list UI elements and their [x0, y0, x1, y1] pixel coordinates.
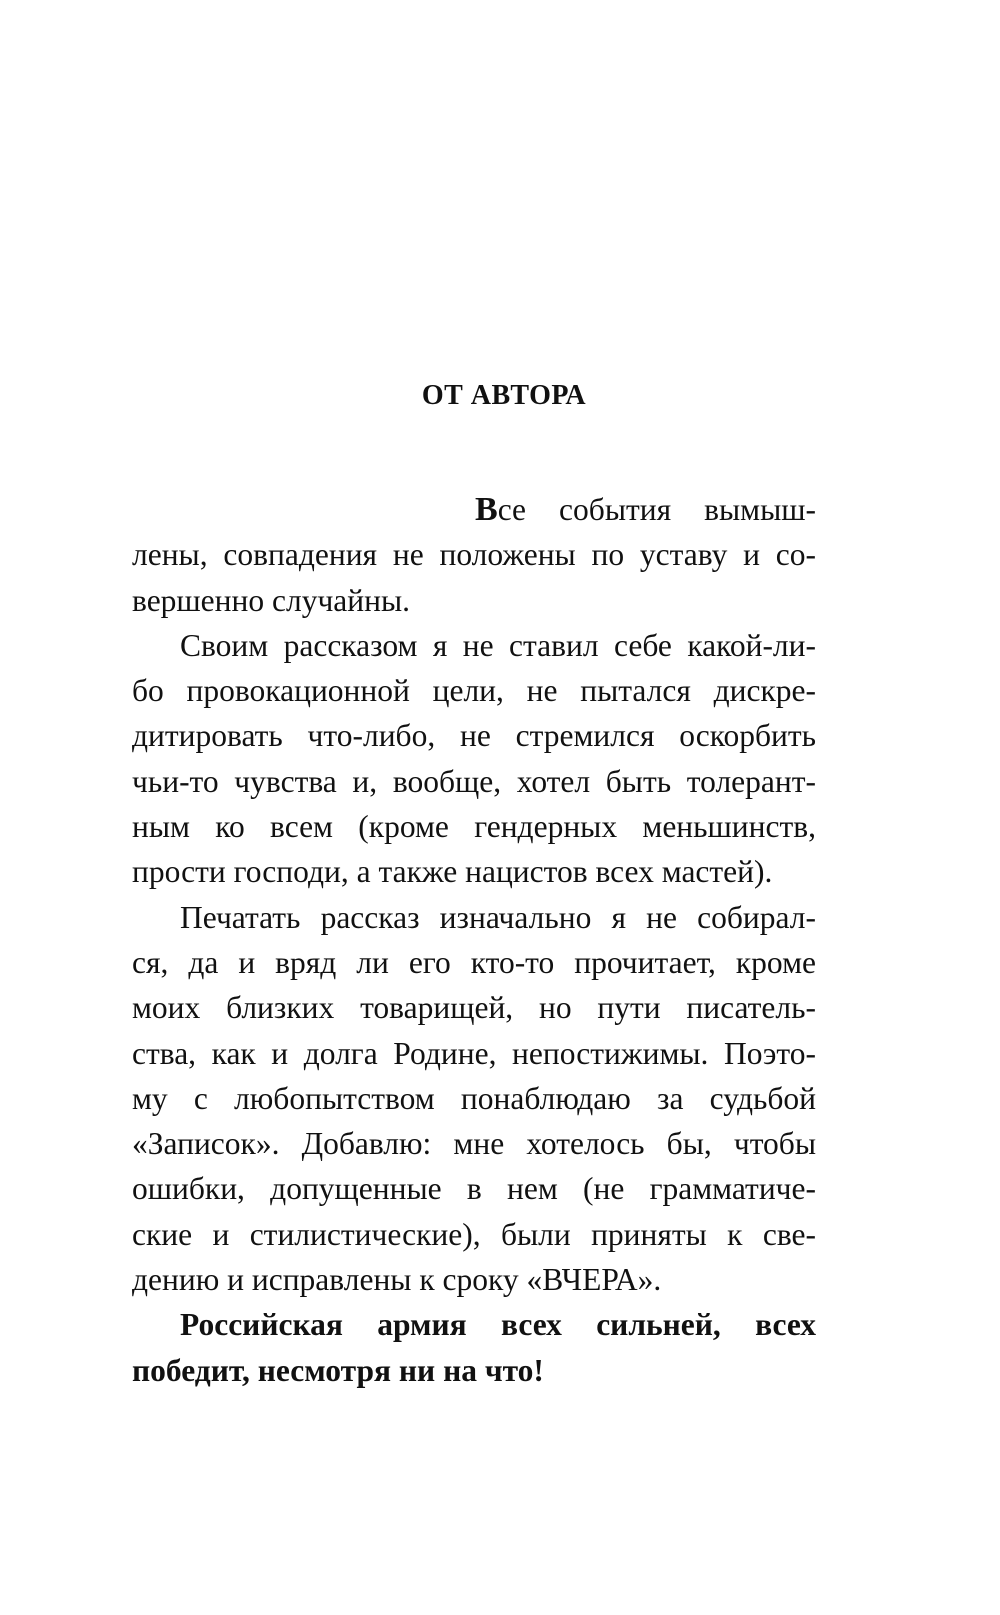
paragraph-3-line-5: му с любопытством понаблюдаю за судьбой [132, 1080, 816, 1116]
paragraph-3-line-4: ства, как и долга Родине, непостижимы. Поэто- [132, 1035, 816, 1071]
closing-line-2: победит, несмотря ни на что! [132, 1352, 544, 1388]
paragraph-3-line-2: ся, да и вряд ли его кто-то прочитает, кроме [132, 944, 816, 980]
paragraph-2-line-1: Своим рассказом я не ставил себе какой-ли- [180, 627, 816, 663]
closing-line-1: Российская армия всех сильней, всех [180, 1307, 816, 1343]
paragraph-3-line-3: моих близких товарищей, но пути писатель- [132, 990, 816, 1026]
paragraph-1-line-2: лены, совпадения не положены по уставу и со- [132, 537, 816, 573]
paragraph-3-line-7: ошибки, допущенные в нем (не грамматиче- [132, 1171, 816, 1207]
closing-statement [132, 1302, 816, 1393]
paragraph-3-line-1: Печатать рассказ изначально я не собирал- [180, 899, 816, 935]
paragraph-1-line-1-text: се события вымыш- [497, 492, 816, 527]
page-heading: ОТ АВТОРА [421, 380, 587, 411]
paragraph-3-line-6: «Записок». Добавлю: мне хотелось бы, чтобы [132, 1126, 816, 1162]
paragraph-2-line-5: ным ко всем (кроме гендерных меньшинств, [132, 809, 816, 845]
body-text [132, 487, 816, 1393]
paragraph-3-line-9: дению и исправлены к сроку «ВЧЕРА». [132, 1262, 662, 1298]
drop-letter: В [475, 491, 498, 528]
paragraph-1-line-1 [132, 487, 816, 532]
paragraph-2-line-6: прости господи, а также нацистов всех мастей). [132, 854, 773, 890]
paragraph-2-line-3: дитировать что-либо, не стремился оскорбить [132, 718, 816, 754]
paragraph-2-line-4: чьи-то чувства и, вообще, хотел быть толерант- [132, 763, 816, 799]
paragraph-2-line-2: бо провокационной цели, не пытался дискре- [132, 673, 816, 709]
paragraph-1-line-3: вершенно случайны. [132, 582, 411, 618]
paragraph-3-line-8: ские и стилистические), были приняты к све- [132, 1216, 816, 1252]
